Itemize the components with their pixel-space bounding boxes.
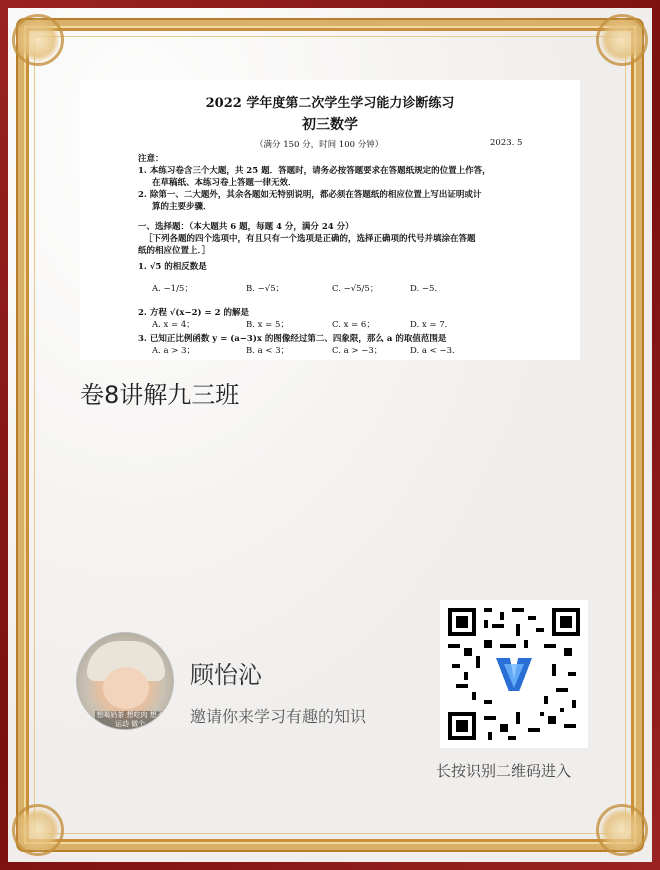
doc-option: C. x = 6； <box>332 320 375 330</box>
qr-code-icon <box>448 608 580 740</box>
corner-ornament-icon <box>596 804 648 856</box>
corner-ornament-icon <box>12 804 64 856</box>
doc-option: D. a < −3． <box>410 346 461 356</box>
doc-option: D. x = 7． <box>410 320 454 330</box>
qr-code[interactable] <box>440 600 588 748</box>
corner-ornament-icon <box>12 14 64 66</box>
doc-option: A. −1/5； <box>152 284 193 294</box>
exam-document-preview[interactable] <box>80 80 580 360</box>
doc-option: B. a < 3； <box>246 346 290 356</box>
doc-option: B. x = 5； <box>246 320 289 330</box>
corner-ornament-icon <box>596 14 648 66</box>
doc-question: 3. 已知正比例函数 y = (a−3)x 的图像经过第二、四象限，那么 a 的取值范围是 <box>138 334 447 344</box>
doc-question: 2. 方程 √(x−2) = 2 的解是 <box>138 308 249 318</box>
qr-caption: 长按识别二维码进入 <box>436 762 572 780</box>
class-title: 卷8讲解九三班 <box>80 381 240 409</box>
doc-note: 1. 本练习卷含三个大题，共 25 题．答题时，请务必按答题要求在答题纸规定的位置上作答， <box>138 166 491 176</box>
doc-note: 2. 除第一、二大题外，其余各题如无特别说明，都必须在答题纸的相应位置上写出证明或计 <box>138 190 482 200</box>
doc-question: 1. √5 的相反数是 <box>138 262 207 272</box>
doc-option: B. −√5； <box>246 284 285 294</box>
doc-subject: 初三数学 <box>302 117 358 133</box>
doc-option: C. −√5/5； <box>332 284 379 294</box>
doc-note: 算的主要步骤． <box>152 202 212 212</box>
doc-section-heading: 一、选择题：（本大题共 6 题，每题 4 分，满分 24 分） <box>138 222 354 232</box>
doc-section-desc: ［下列各题的四个选项中，有且只有一个选项是正确的，选择正确项的代号并填涂在答题 <box>144 234 476 244</box>
doc-section-desc: 纸的相应位置上．］ <box>138 246 211 256</box>
doc-option: A. a > 3； <box>152 346 196 356</box>
avatar-caption: 想喝奶茶 想吃肉 想不运动 做个 <box>96 711 164 728</box>
avatar-face <box>103 667 149 709</box>
user-name: 顾怡沁 <box>190 661 262 689</box>
doc-title: 2022 学年度第二次学生学习能力诊断练习 <box>205 96 455 111</box>
doc-option: C. a > −3； <box>332 346 383 356</box>
invite-text: 邀请你来学习有趣的知识 <box>190 707 367 726</box>
doc-option: A. x = 4； <box>152 320 195 330</box>
doc-score-time: （满分 150 分，时间 100 分钟） <box>255 140 384 150</box>
doc-option: D. −5． <box>410 284 443 294</box>
doc-note: 在草稿纸、本练习卷上答题一律无效． <box>152 178 297 188</box>
doc-notice-label: 注意： <box>138 154 164 164</box>
doc-date: 2023. 5 <box>490 138 523 148</box>
avatar[interactable] <box>76 632 174 730</box>
